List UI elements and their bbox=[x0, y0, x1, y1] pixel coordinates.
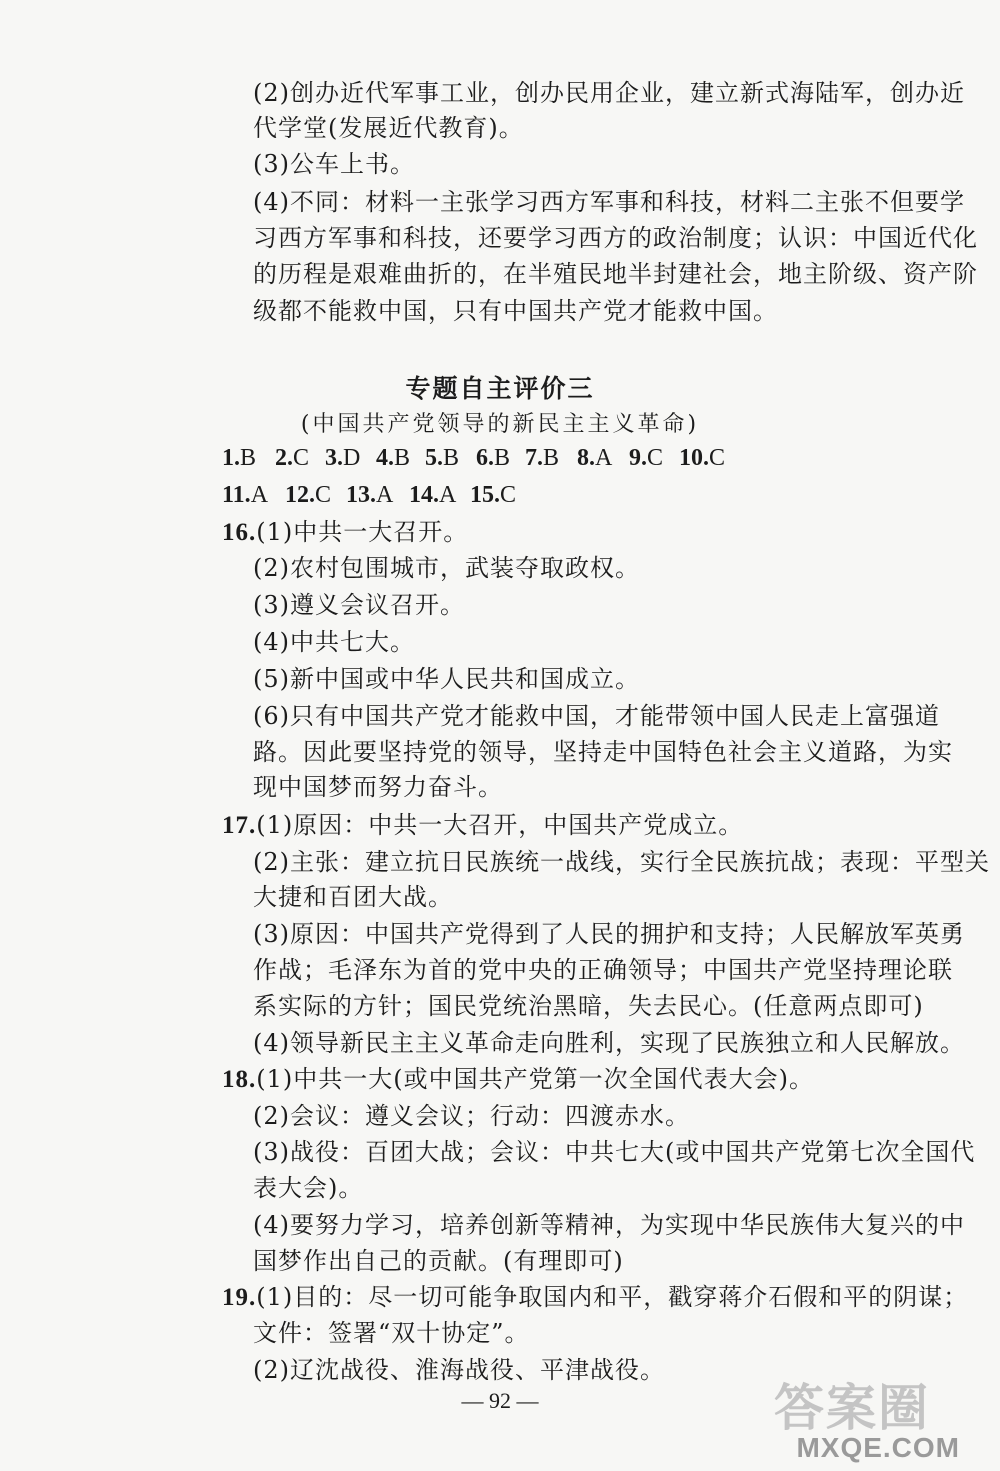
mc-answer: 13.A bbox=[346, 482, 394, 508]
text-line: (2)主张：建立抗日民族统一战线，实行全民族抗战；表现：平型关 bbox=[253, 848, 990, 876]
text-line: (3)原因：中国共产党得到了人民的拥护和支持；人民解放军英勇 bbox=[253, 920, 965, 948]
question-16: 16.(1)中共一大召开。 bbox=[222, 518, 469, 546]
mc-answer: 7.B bbox=[525, 445, 560, 471]
text-line: 的历程是艰难曲折的，在半殖民地半封建社会，地主阶级、资产阶 bbox=[253, 260, 978, 288]
text-line: 表大会)。 bbox=[253, 1174, 364, 1202]
text-line: (3)战役：百团大战；会议：中共七大(或中国共产党第七次全国代 bbox=[253, 1138, 976, 1166]
mc-answer: 12.C bbox=[285, 482, 332, 508]
mc-answer: 10.C bbox=[679, 445, 726, 471]
text-line: 大捷和百团大战。 bbox=[253, 883, 453, 911]
text-line: (2)农村包围城市，武装夺取政权。 bbox=[253, 554, 640, 582]
text-line: (4)中共七大。 bbox=[253, 628, 415, 656]
mc-answer: 3.D bbox=[325, 445, 361, 471]
mc-answer: 14.A bbox=[409, 482, 457, 508]
mc-answer: 11.A bbox=[222, 482, 269, 508]
section-title: 专题自主评价三 bbox=[405, 374, 595, 403]
question-17: 17.(1)原因：中共一大召开，中国共产党成立。 bbox=[222, 811, 744, 839]
section-subtitle: (中国共产党领导的新民主主义革命) bbox=[300, 412, 700, 437]
mc-answer: 9.C bbox=[629, 445, 664, 471]
text-line: 系实际的方针；国民党统治黑暗，失去民心。(任意两点即可) bbox=[253, 992, 924, 1020]
text-line: 代学堂(发展近代教育)。 bbox=[253, 114, 524, 142]
mc-answer: 5.B bbox=[425, 445, 460, 471]
watermark-logo: 答案圈 bbox=[774, 1379, 930, 1437]
mc-answer: 6.B bbox=[476, 445, 511, 471]
text-line: 级都不能救中国，只有中国共产党才能救中国。 bbox=[253, 297, 778, 325]
mc-answer: 15.C bbox=[470, 482, 517, 508]
text-line: (3)公车上书。 bbox=[253, 150, 415, 178]
question-19: 19.(1)目的：尽一切可能争取国内和平，戳穿蒋介石假和平的阴谋； bbox=[222, 1283, 969, 1311]
text-line: (5)新中国或中华人民共和国成立。 bbox=[253, 665, 640, 693]
text-line: (2)会议：遵义会议；行动：四渡赤水。 bbox=[253, 1102, 690, 1130]
mc-answer: 2.C bbox=[275, 445, 310, 471]
text-line: 文件：签署“双十协定”。 bbox=[253, 1319, 530, 1347]
text-line: (4)领导新民主主义革命走向胜利，实现了民族独立和人民解放。 bbox=[253, 1029, 965, 1057]
text-line: (3)遵义会议召开。 bbox=[253, 591, 465, 619]
text-line: 现中国梦而努力奋斗。 bbox=[253, 773, 503, 801]
mc-answer: 8.A bbox=[577, 445, 613, 471]
text-line: 国梦作出自己的贡献。(有理即可) bbox=[253, 1247, 624, 1275]
page-number: — 92 — bbox=[461, 1388, 539, 1413]
text-line: (6)只有中国共产党才能救中国，才能带领中国人民走上富强道 bbox=[253, 702, 940, 730]
text-line: 路。因此要坚持党的领导，坚持走中国特色社会主义道路，为实 bbox=[253, 738, 953, 766]
text-line: (2)创办近代军事工业，创办民用企业，建立新式海陆军，创办近 bbox=[253, 79, 965, 107]
text-line: (4)要努力学习，培养创新等精神，为实现中华民族伟大复兴的中 bbox=[253, 1211, 965, 1239]
text-line: 习西方军事和科技，还要学习西方的政治制度；认识：中国近代化 bbox=[253, 224, 978, 252]
text-line: (2)辽沈战役、淮海战役、平津战役。 bbox=[253, 1356, 665, 1384]
text-line: (4)不同：材料一主张学习西方军事和科技，材料二主张不但要学 bbox=[253, 188, 965, 216]
text-line: 作战；毛泽东为首的党中央的正确领导；中国共产党坚持理论联 bbox=[253, 956, 953, 984]
watermark-url: MXQE.COM bbox=[796, 1432, 960, 1463]
mc-answer: 1.B bbox=[222, 445, 257, 471]
question-18: 18.(1)中共一大(或中国共产党第一次全国代表大会)。 bbox=[222, 1065, 814, 1093]
mc-answer: 4.B bbox=[376, 445, 411, 471]
